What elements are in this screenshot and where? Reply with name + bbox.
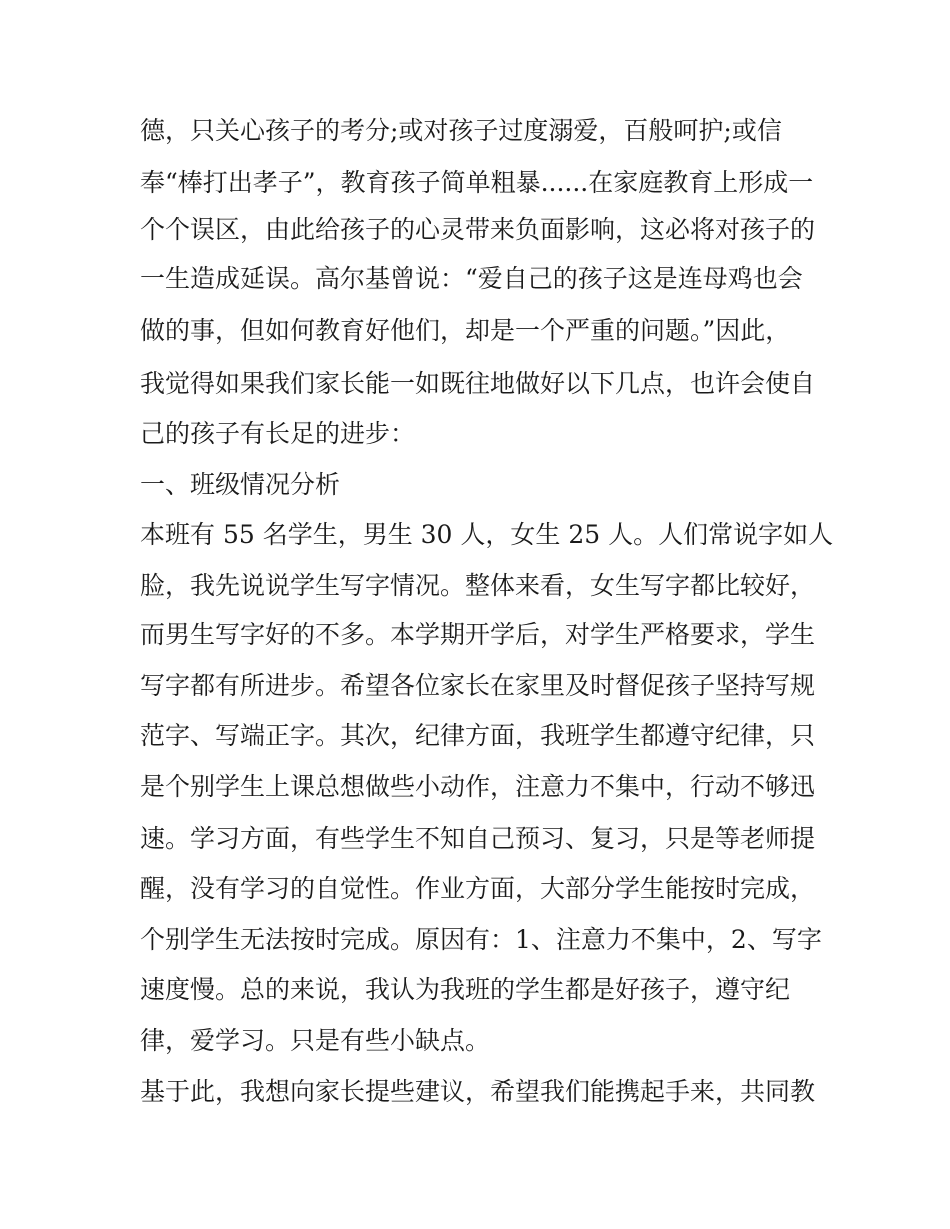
text-line: 奉“棒打出孝子”，教育孩子简单粗暴......在家庭教育上形成一	[140, 168, 814, 197]
text-line: 速度慢。总的来说，我认为我班的学生都是好孩子，遵守纪	[140, 975, 791, 1004]
text-line: 个别学生无法按时完成。原因有：1、注意力不集中，2、写字	[140, 925, 822, 954]
text-line: 律，爱学习。只是有些小缺点。	[140, 1026, 491, 1055]
text-line: 范字、写端正字。其次，纪律方面，我班学生都遵守纪律，只	[140, 721, 816, 750]
text-line: 本班有 55 名学生，男生 30 人，女生 25 人。人们常说字如人	[140, 520, 834, 549]
text-line: 速。学习方面，有些学生不知自己预习、复习，只是等老师提	[140, 824, 816, 853]
text-line: 而男生写字好的不多。本学期开学后，对学生严格要求，学生	[140, 620, 816, 649]
text-line: 我觉得如果我们家长能一如既往地做好以下几点，也许会使自	[140, 369, 816, 398]
text-line: 德，只关心孩子的考分;或对孩子过度溺爱，百般呵护;或信	[140, 116, 782, 145]
text-line: 写字都有所进步。希望各位家长在家里及时督促孩子坚持写规	[140, 671, 816, 700]
text-line: 基于此，我想向家长提些建议，希望我们能携起手来，共同教	[140, 1077, 816, 1106]
text-line: 醒，没有学习的自觉性。作业方面，大部分学生能按时完成，	[140, 874, 816, 903]
text-line: 脸，我先说说学生写字情况。整体来看，女生写字都比较好，	[140, 571, 816, 600]
text-line: 是个别学生上课总想做些小动作，注意力不集中，行动不够迅	[140, 772, 816, 801]
section-heading: 一、班级情况分析	[140, 470, 341, 499]
text-line: 一生造成延误。高尔基曾说：“爱自己的孩子这是连母鸡也会	[140, 264, 803, 293]
text-line: 做的事，但如何教育好他们，却是一个严重的问题。”因此，	[140, 316, 791, 345]
text-line: 己的孩子有长足的进步：	[140, 419, 416, 448]
text-line: 个个误区，由此给孩子的心灵带来负面影响，这必将对孩子的	[140, 215, 816, 244]
